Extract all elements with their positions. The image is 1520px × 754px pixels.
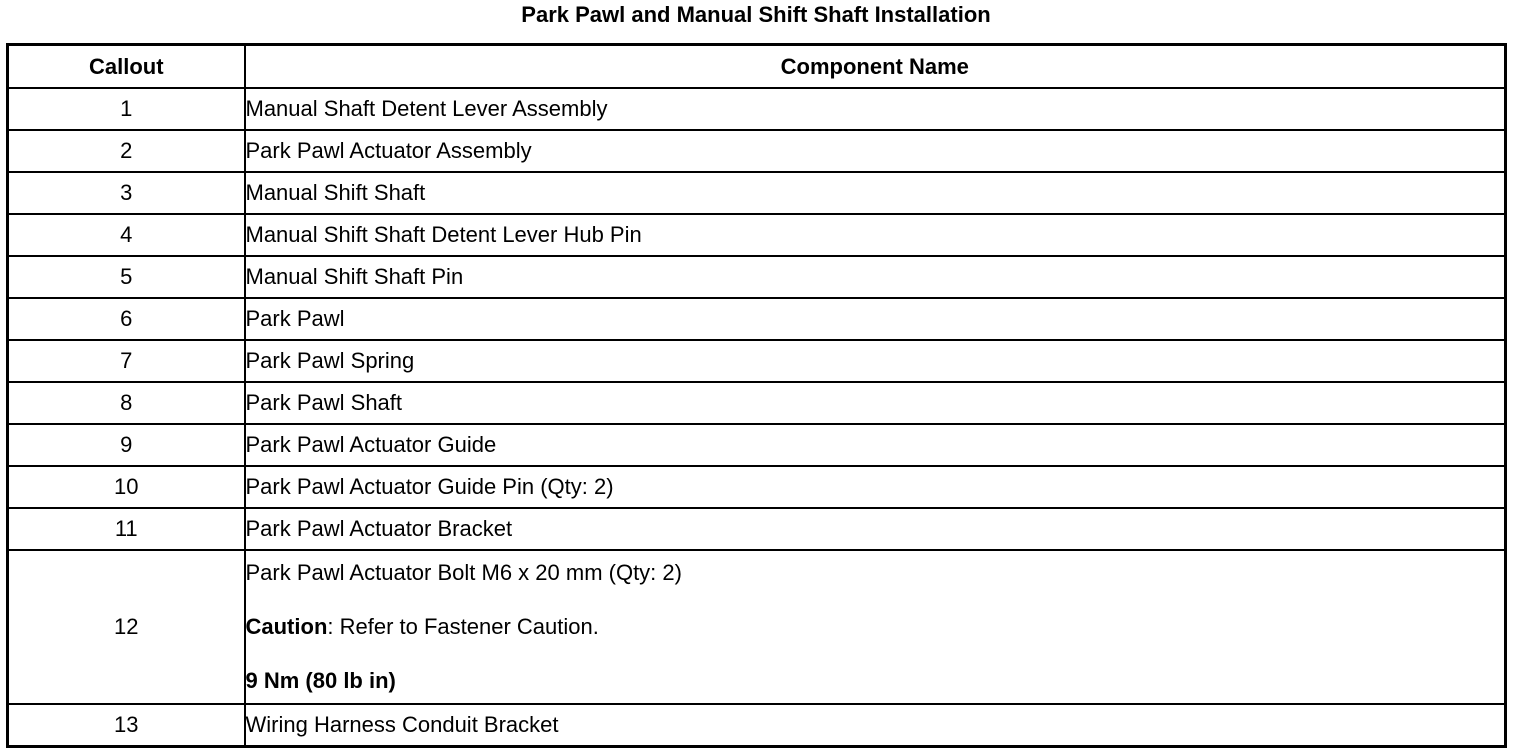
table-row: [8, 256, 1506, 298]
table-row: [8, 550, 1506, 704]
table-row: [8, 508, 1506, 550]
table-row: [8, 340, 1506, 382]
callout-cell: 9: [8, 424, 245, 466]
page-title: Park Pawl and Manual Shift Shaft Installation: [521, 2, 991, 27]
component-name-cell: Park Pawl Actuator Guide: [245, 424, 1506, 466]
component-name-cell: [245, 550, 1506, 704]
callout-cell: 5: [8, 256, 245, 298]
callout-cell: 10: [8, 466, 245, 508]
table-row: [8, 130, 1506, 172]
callout-cell: 13: [8, 704, 245, 747]
spacer: [246, 586, 1505, 614]
callout-cell: 8: [8, 382, 245, 424]
header-callout: Callout: [8, 45, 245, 89]
component-name-cell: Manual Shaft Detent Lever Assembly: [245, 88, 1506, 130]
table-row: [8, 214, 1506, 256]
callout-cell: 12: [8, 550, 245, 704]
callout-cell: 7: [8, 340, 245, 382]
component-name-cell: Park Pawl Actuator Guide Pin (Qty: 2): [245, 466, 1506, 508]
caution-text: : Refer to Fastener Caution.: [327, 614, 599, 639]
component-name-cell: Manual Shift Shaft Detent Lever Hub Pin: [245, 214, 1506, 256]
table-row: [8, 466, 1506, 508]
callout-cell: 11: [8, 508, 245, 550]
component-name-cell: Park Pawl Actuator Bracket: [245, 508, 1506, 550]
component-name-cell: Manual Shift Shaft Pin: [245, 256, 1506, 298]
table-row: [8, 172, 1506, 214]
component-name-text: Park Pawl Actuator Bolt M6 x 20 mm (Qty: 2): [245, 560, 682, 585]
table-row: [8, 424, 1506, 466]
callout-cell: 4: [8, 214, 245, 256]
header-component-name: Component Name: [245, 45, 1506, 89]
components-table: [6, 43, 1507, 748]
callout-cell: 2: [8, 130, 245, 172]
component-name-cell: Park Pawl Spring: [245, 340, 1506, 382]
component-name-cell: Manual Shift Shaft: [245, 172, 1506, 214]
torque-spec: 9 Nm (80 lb in): [245, 668, 396, 693]
callout-cell: 3: [8, 172, 245, 214]
table-row: [8, 298, 1506, 340]
table-row: [8, 88, 1506, 130]
component-name-cell: Park Pawl Shaft: [245, 382, 1506, 424]
component-name-cell: Park Pawl Actuator Assembly: [245, 130, 1506, 172]
caution-label: Caution: [245, 614, 328, 639]
callout-cell: 1: [8, 88, 245, 130]
spacer: [246, 640, 1505, 668]
table-row: [8, 382, 1506, 424]
table-row: [8, 704, 1506, 747]
component-name-cell: Park Pawl: [245, 298, 1506, 340]
table-header-row: [8, 45, 1506, 89]
callout-cell: 6: [8, 298, 245, 340]
component-name-cell: Wiring Harness Conduit Bracket: [245, 704, 1506, 747]
caution-note: [246, 614, 1505, 640]
